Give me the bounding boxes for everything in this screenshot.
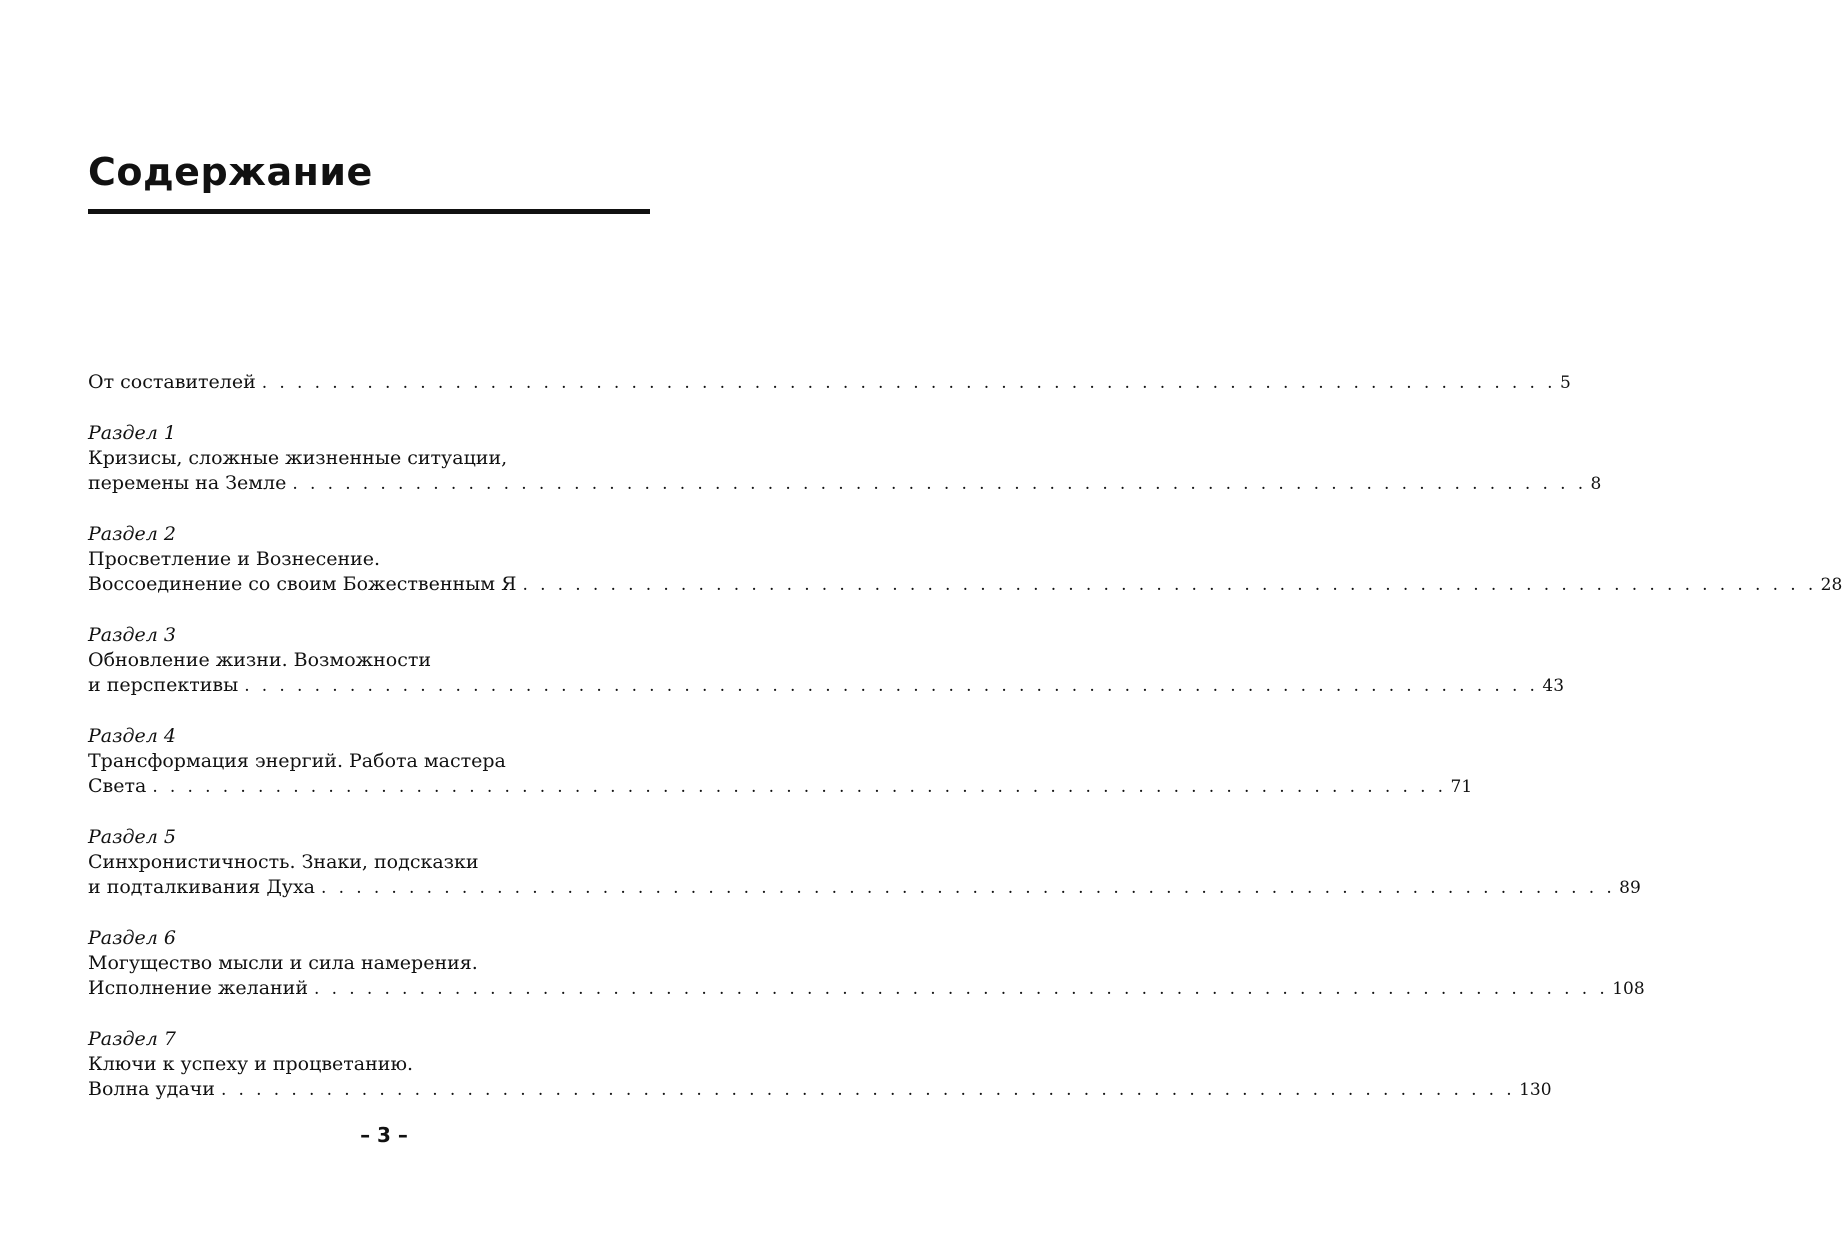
leader-dots: . . . . . . . . . . . . . . . . . . . . . . . . . . . . . . . . . . . . . . . . . . . . . . . . . . . . . . . . . . . . . . . . . . . . . . . . . .: [220, 1080, 1516, 1100]
toc-entry-title-line2: Исполнение желаний: [88, 977, 309, 999]
toc-entry-section-4: [88, 724, 1473, 800]
toc-entry-title-line2: и подталкивания Духа: [88, 876, 315, 898]
toc-entry-section-6: [88, 926, 1645, 1002]
leader-dots: . . . . . . . . . . . . . . . . . . . . . . . . . . . . . . . . . . . . . . . . . . . . . . . . . . . . . . . . . . . . . . . . . . . . . . . . . .: [152, 777, 1447, 797]
toc-entry-title: От составителей: [88, 371, 256, 393]
toc-page-number: 108: [1612, 979, 1645, 999]
section-label: Раздел 4: [88, 725, 176, 747]
toc-entry-section-7: [88, 1027, 1552, 1103]
toc-entry-title-line2: и перспективы: [88, 674, 239, 696]
toc-page-number: 71: [1450, 777, 1473, 797]
leader-dots: . . . . . . . . . . . . . . . . . . . . . . . . . . . . . . . . . . . . . . . . . . . . . . . . . . . . . . . . . . . . . . . . . . . . . . . . . .: [244, 676, 1539, 696]
section-label: Раздел 5: [88, 826, 176, 848]
section-label: Раздел 1: [88, 422, 176, 444]
leader-dots: . . . . . . . . . . . . . . . . . . . . . . . . . . . . . . . . . . . . . . . . . . . . . . . . . . . . . . . . . . . . . . . . . . . . . . . . . .: [321, 878, 1616, 898]
page-number: – 3 –: [360, 1123, 408, 1147]
toc-entry-intro: [88, 370, 1571, 396]
leader-dots: . . . . . . . . . . . . . . . . . . . . . . . . . . . . . . . . . . . . . . . . . . . . . . . . . . . . . . . . . . . . . . . . . . . . . . . . . .: [522, 575, 1817, 595]
toc-entry-section-3: [88, 623, 1565, 699]
toc-page-number: 8: [1590, 474, 1602, 494]
toc-entry-title-line1: Просветление и Вознесение.: [88, 548, 381, 570]
toc-entry-title-line1: Ключи к успеху и процветанию.: [88, 1053, 414, 1075]
toc-entry-title-line1: Трансформация энергий. Работа мастера: [88, 750, 506, 772]
toc-page-number: 5: [1559, 373, 1571, 393]
toc-entry-title-line1: Кризисы, сложные жизненные ситуации,: [88, 447, 508, 469]
toc-entry-title-line1: Могущество мысли и сила намерения.: [88, 952, 478, 974]
toc-entry-title-line2: Света: [88, 775, 147, 797]
toc-entry-section-1: [88, 421, 1602, 497]
toc-entry-title-line2: Волна удачи: [88, 1078, 215, 1100]
toc-entry-title-line1: Обновление жизни. Возможности: [88, 649, 432, 671]
toc-entry-section-5: [88, 825, 1641, 901]
table-of-contents: [88, 370, 1842, 1128]
toc-entry-title-line2: перемены на Земле: [88, 472, 287, 494]
leader-dots: . . . . . . . . . . . . . . . . . . . . . . . . . . . . . . . . . . . . . . . . . . . . . . . . . . . . . . . . . . . . . . . . . . . . . . . . . .: [292, 474, 1587, 494]
leader-dots: . . . . . . . . . . . . . . . . . . . . . . . . . . . . . . . . . . . . . . . . . . . . . . . . . . . . . . . . . . . . . . . . . . . . . . . . . .: [314, 979, 1609, 999]
toc-page-number: 28: [1820, 575, 1842, 595]
toc-page-number: 130: [1519, 1080, 1552, 1100]
toc-entry-title-line2: Воссоединение со своим Божественным Я: [88, 573, 517, 595]
section-label: Раздел 2: [88, 523, 176, 545]
toc-entry-section-2: [88, 522, 1842, 598]
toc-entry-title-line1: Синхронистичность. Знаки, подсказки: [88, 851, 479, 873]
section-label: Раздел 6: [88, 927, 176, 949]
section-label: Раздел 3: [88, 624, 176, 646]
toc-page-number: 43: [1542, 676, 1565, 696]
section-label: Раздел 7: [88, 1028, 176, 1050]
toc-page-number: 89: [1619, 878, 1641, 898]
title-underline: [88, 209, 650, 214]
page-title: Содержание: [88, 150, 373, 194]
leader-dots: . . . . . . . . . . . . . . . . . . . . . . . . . . . . . . . . . . . . . . . . . . . . . . . . . . . . . . . . . . . . . . . . . . . . . . . . . .: [261, 373, 1556, 393]
